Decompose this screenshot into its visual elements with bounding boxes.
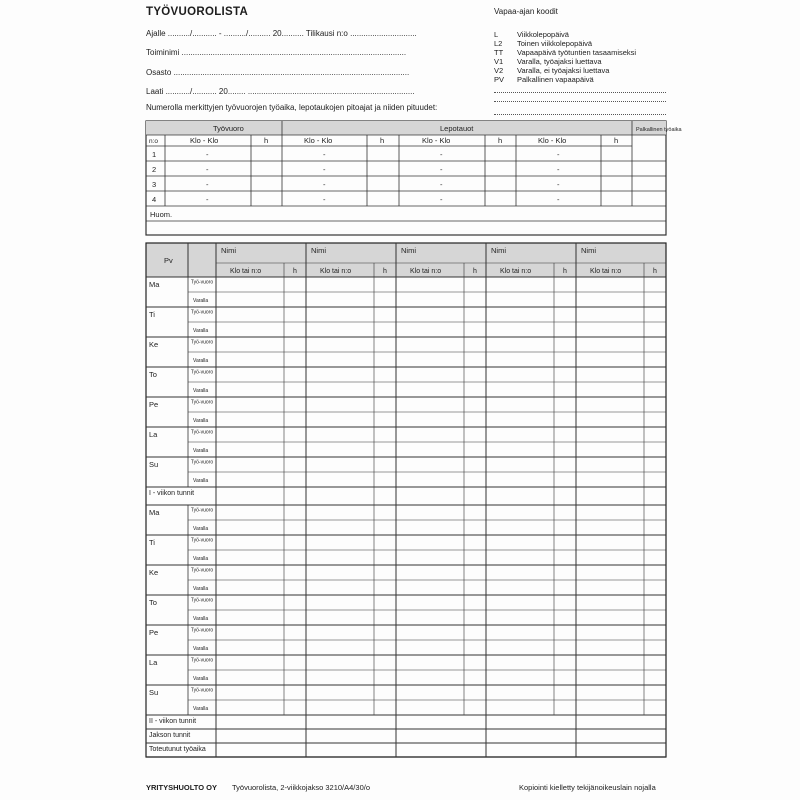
shift-label: Työ-vuoro bbox=[190, 567, 214, 574]
day-label: Ti bbox=[149, 310, 155, 319]
shift-label: Työ-vuoro bbox=[190, 429, 214, 436]
breaks-group-header: Lepotauot bbox=[440, 124, 474, 133]
col-klo: Klo - Klo bbox=[422, 136, 451, 145]
col-h: h bbox=[614, 136, 619, 145]
employee-name-label: Nimi bbox=[221, 246, 236, 255]
paid-time-header: Palkallinen työaika bbox=[636, 127, 682, 133]
col-klo: Klo - Klo bbox=[190, 136, 219, 145]
day-label: La bbox=[149, 658, 158, 667]
field-osasto[interactable]: Osasto .......................................................................................................... bbox=[146, 68, 410, 77]
field-laati[interactable]: Laati .........../........... 20........ ........................................................................... bbox=[146, 87, 415, 96]
standby-label: Varalla bbox=[193, 706, 209, 712]
footer-company: YRITYSHUOLTO OY bbox=[146, 783, 217, 792]
field-toiminimi[interactable]: Toiminimi ..................................................................................................... bbox=[146, 48, 407, 57]
shift-label: Työ-vuoro bbox=[190, 459, 214, 466]
standby-label: Varalla bbox=[193, 616, 209, 622]
day-label: To bbox=[149, 370, 157, 379]
hours-label: h bbox=[383, 268, 387, 275]
shift-label: Työ-vuoro bbox=[190, 279, 214, 286]
day-label: Ma bbox=[149, 508, 160, 517]
day-label: Pe bbox=[149, 628, 159, 637]
klo-label: Klo tai n:o bbox=[230, 268, 262, 275]
code-key: L2 bbox=[494, 39, 503, 48]
col-klo: Klo - Klo bbox=[304, 136, 333, 145]
total-label: I - viikon tunnit bbox=[149, 490, 195, 497]
dash: - bbox=[206, 195, 209, 204]
row-number: 3 bbox=[152, 180, 157, 189]
code-desc: Vapaapäivä työtuntien tasaamiseksi bbox=[517, 48, 637, 57]
shift-label: Työ-vuoro bbox=[190, 687, 214, 694]
standby-label: Varalla bbox=[193, 586, 209, 592]
code-desc: Varalla, ei työajaksi luettava bbox=[517, 66, 610, 75]
day-label: Ke bbox=[149, 568, 159, 577]
code-key: V1 bbox=[494, 57, 504, 66]
dash: - bbox=[440, 180, 443, 189]
standby-label: Varalla bbox=[193, 298, 209, 304]
klo-label: Klo tai n:o bbox=[320, 268, 352, 275]
dash: - bbox=[440, 195, 443, 204]
dash: - bbox=[323, 195, 326, 204]
shift-label: Työ-vuoro bbox=[190, 399, 214, 406]
row-number: 2 bbox=[152, 165, 157, 174]
col-no: n:o bbox=[149, 138, 159, 145]
code-desc: Viikkolepopäivä bbox=[517, 30, 569, 39]
field-ajalle[interactable]: Ajalle ........../........... - ........../.......... 20.......... Tilikausi n:o .............................. bbox=[146, 29, 417, 38]
klo-label: Klo tai n:o bbox=[410, 268, 442, 275]
code-key: PV bbox=[494, 75, 505, 84]
col-h: h bbox=[380, 136, 385, 145]
code-desc: Toinen viikkolepopäivä bbox=[517, 39, 593, 48]
code-key: L bbox=[494, 30, 499, 39]
col-klo: Klo - Klo bbox=[538, 136, 567, 145]
shift-label: Työ-vuoro bbox=[190, 537, 214, 544]
total-label: II - viikon tunnit bbox=[149, 718, 197, 725]
dash: - bbox=[323, 150, 326, 159]
dash: - bbox=[440, 150, 443, 159]
row-number: 1 bbox=[152, 150, 157, 159]
code-key: TT bbox=[494, 48, 504, 57]
shift-group-header: Työvuoro bbox=[213, 124, 244, 133]
employee-name-label: Nimi bbox=[581, 246, 596, 255]
standby-label: Varalla bbox=[193, 646, 209, 652]
total-label: Jakson tunnit bbox=[149, 732, 191, 739]
form-title: TYÖVUOROLISTA bbox=[146, 6, 249, 18]
day-label: Su bbox=[149, 460, 159, 469]
day-label: Su bbox=[149, 688, 159, 697]
dash: - bbox=[206, 180, 209, 189]
hours-label: h bbox=[653, 268, 657, 275]
col-h: h bbox=[264, 136, 269, 145]
klo-label: Klo tai n:o bbox=[500, 268, 532, 275]
note-label: Huom. bbox=[150, 210, 173, 219]
employee-name-label: Nimi bbox=[491, 246, 506, 255]
hours-label: h bbox=[293, 268, 297, 275]
day-label: La bbox=[149, 430, 158, 439]
standby-label: Varalla bbox=[193, 388, 209, 394]
code-key: V2 bbox=[494, 66, 504, 75]
footer-copyright: Kopiointi kielletty tekijänoikeuslain nojalla bbox=[519, 783, 656, 792]
day-label: Pe bbox=[149, 400, 159, 409]
dash: - bbox=[557, 150, 560, 159]
shift-label: Työ-vuoro bbox=[190, 627, 214, 634]
intro-text: Numerolla merkittyjen työvuorojen työaika, lepotaukojen pitoajat ja niiden pituudet: bbox=[146, 103, 438, 112]
dash: - bbox=[440, 165, 443, 174]
standby-label: Varalla bbox=[193, 676, 209, 682]
hours-label: h bbox=[473, 268, 477, 275]
shift-label: Työ-vuoro bbox=[190, 657, 214, 664]
footer-form-info: Työvuorolista, 2-viikkojakso 3210/A4/30/o bbox=[232, 783, 370, 792]
dash: - bbox=[323, 165, 326, 174]
day-label: Ma bbox=[149, 280, 160, 289]
day-label: To bbox=[149, 598, 157, 607]
employee-name-label: Nimi bbox=[401, 246, 416, 255]
row-number: 4 bbox=[152, 195, 157, 204]
standby-label: Varalla bbox=[193, 448, 209, 454]
standby-label: Varalla bbox=[193, 478, 209, 484]
dash: - bbox=[557, 180, 560, 189]
shift-label: Työ-vuoro bbox=[190, 597, 214, 604]
col-h: h bbox=[498, 136, 503, 145]
shift-label: Työ-vuoro bbox=[190, 507, 214, 514]
code-desc: Palkallinen vapaapäivä bbox=[517, 75, 594, 84]
day-label: Ke bbox=[149, 340, 159, 349]
klo-label: Klo tai n:o bbox=[590, 268, 622, 275]
standby-label: Varalla bbox=[193, 556, 209, 562]
shift-label: Työ-vuoro bbox=[190, 309, 214, 316]
code-desc: Varalla, työajaksi luettava bbox=[517, 57, 602, 66]
standby-label: Varalla bbox=[193, 358, 209, 364]
shift-label: Työ-vuoro bbox=[190, 339, 214, 346]
total-label: Toteutunut työaika bbox=[149, 746, 206, 753]
pv-header: Pv bbox=[164, 256, 173, 265]
standby-label: Varalla bbox=[193, 418, 209, 424]
dash: - bbox=[323, 180, 326, 189]
dash: - bbox=[206, 165, 209, 174]
employee-name-label: Nimi bbox=[311, 246, 326, 255]
dash: - bbox=[557, 165, 560, 174]
hours-label: h bbox=[563, 268, 567, 275]
dash: - bbox=[557, 195, 560, 204]
dash: - bbox=[206, 150, 209, 159]
standby-label: Varalla bbox=[193, 328, 209, 334]
standby-label: Varalla bbox=[193, 526, 209, 532]
codes-title: Vapaa-ajan koodit bbox=[494, 7, 558, 16]
shift-label: Työ-vuoro bbox=[190, 369, 214, 376]
day-label: Ti bbox=[149, 538, 155, 547]
